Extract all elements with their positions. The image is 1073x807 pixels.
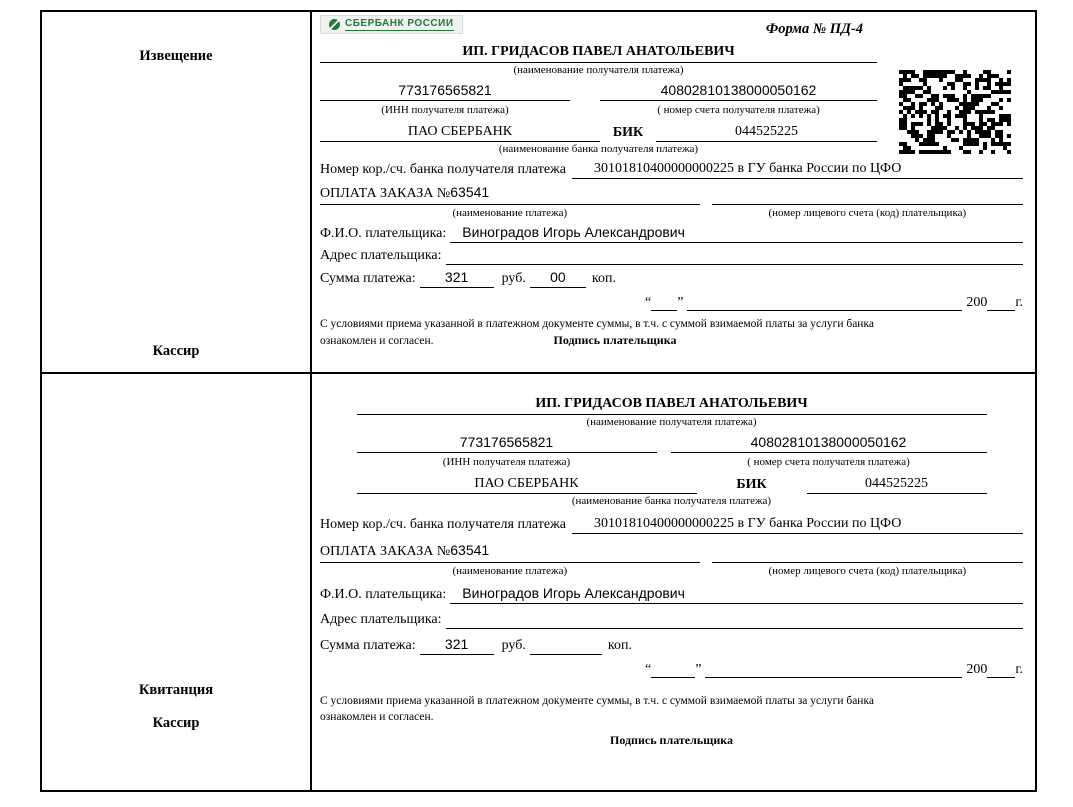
form-number: Форма № ПД-4 [765,21,863,37]
kop-label: коп. [607,638,632,653]
quote-open: “ [645,662,652,677]
date-day-field [651,661,695,678]
date-year-field [987,661,1015,678]
notice-label-cell [42,12,312,374]
amount-rub-value: 321 [420,635,494,655]
amount-kop-value [530,637,602,655]
corr-account-value: 30101810400000000225 в ГУ банка России по ЦФО [572,159,1023,179]
recipient-name-caption: (наименование получателя платежа) [513,64,684,76]
personal-account-field [712,544,1023,563]
payer-name-value: Виноградов Игорь Александрович [450,584,1023,604]
agreement-line2: ознакомлен и согласен. [320,711,434,723]
inn-value: 773176565821 [320,81,570,101]
account-value: 40802810138000050162 [600,81,877,101]
date-line [645,661,1023,678]
purpose-prefix: ОПЛАТА ЗАКАЗА № [320,544,451,559]
form-pd4 [40,10,1037,792]
amount-kop-value: 00 [530,268,586,288]
receipt-form-area [312,374,1035,790]
corr-account-value: 30101810400000000225 в ГУ банка России по ЦФО [572,514,1023,534]
kop-label: коп. [591,271,616,286]
receipt-section-label: Квитанция [138,682,214,698]
agreement-line1: С условиями приема указанной в платежном документе суммы, в т.ч. с суммой взимаемой платы за услуги банка [320,318,874,330]
payer-signature-label: Подпись плательщика [553,333,677,347]
personal-account-field [712,186,1023,205]
sberbank-logo-icon [329,19,340,30]
account-caption: ( номер счета получателя платежа) [747,456,910,468]
inn-value: 773176565821 [357,433,657,453]
date-day-field [651,294,677,311]
personal-account-caption: (номер лицевого счета (код) плательщика) [768,207,967,219]
notice-cashier-label: Кассир [152,343,200,359]
payer-address-label: Адрес плательщика: [320,612,442,627]
amount-label: Сумма платежа: [320,638,416,653]
bank-name-value: ПАО СБЕРБАНК [357,474,697,494]
inn-caption: (ИНН получателя платежа) [381,104,509,116]
purpose-field [320,182,700,205]
payer-address-value [446,611,1023,629]
purpose-number: 63541 [450,184,490,200]
payer-name-label: Ф.И.О. плательщика: [320,226,447,241]
recipient-name: ИП. ГРИДАСОВ ПАВЕЛ АНАТОЛЬЕВИЧ [320,41,877,63]
payer-address-label: Адрес плательщика: [320,248,442,263]
agreement-line2: ознакомлен и согласен. [320,335,434,347]
purpose-caption: (наименование платежа) [452,565,568,577]
purpose-prefix: ОПЛАТА ЗАКАЗА № [320,186,451,201]
personal-account-caption: (номер лицевого счета (код) плательщика) [768,565,967,577]
recipient-name: ИП. ГРИДАСОВ ПАВЕЛ АНАТОЛЬЕВИЧ [357,393,987,415]
payer-signature-label: Подпись плательщика [610,733,733,747]
amount-rub-value: 321 [420,268,494,288]
corr-account-label: Номер кор./сч. банка получателя платежа [320,517,566,532]
sberbank-logo [320,15,463,34]
agreement-line1: С условиями приема указанной в платежном документе суммы, в т.ч. с суммой взимаемой платы за услуги банка [320,695,874,707]
rub-label: руб. [501,638,526,653]
bank-caption: (наименование банка получателя платежа) [571,495,772,507]
bank-caption: (наименование банка получателя платежа) [498,143,699,155]
receipt-label-cell [42,374,312,790]
year-prefix: 200 [966,662,988,677]
qr-code [899,70,1011,154]
inn-caption: (ИНН получателя платежа) [442,456,571,468]
payer-address-value [446,247,1023,265]
year-suffix: г. [1015,295,1023,310]
bank-name-value: ПАО СБЕРБАНК [320,122,600,142]
sberbank-logo-text: СБЕРБАНК РОССИИ [345,18,454,29]
quote-close: ” [695,662,702,677]
notice-form-area [312,12,1035,374]
recipient-name-caption: (наименование получателя платежа) [586,416,757,428]
amount-label: Сумма платежа: [320,271,416,286]
date-month-field [687,294,962,311]
year-suffix: г. [1015,662,1023,677]
purpose-number: 63541 [450,542,490,558]
bik-value: 044525225 [656,122,877,142]
rub-label: руб. [501,271,526,286]
quote-close: ” [677,295,684,310]
corr-account-label: Номер кор./сч. банка получателя платежа [320,162,566,177]
payer-name-label: Ф.И.О. плательщика: [320,587,447,602]
year-prefix: 200 [966,295,988,310]
bik-value: 044525225 [807,474,987,494]
purpose-field [320,540,700,563]
quote-open: “ [645,295,652,310]
notice-section-label: Извещение [139,48,213,64]
bik-label: БИК [612,125,644,140]
payer-name-value: Виноградов Игорь Александрович [450,223,1023,243]
date-line [645,294,1023,311]
account-value: 40802810138000050162 [671,433,987,453]
date-month-field [705,661,962,678]
date-year-field [987,294,1015,311]
receipt-cashier-label: Кассир [152,715,200,731]
account-caption: ( номер счета получателя платежа) [657,104,820,116]
purpose-caption: (наименование платежа) [452,207,568,219]
bik-label: БИК [736,477,767,492]
